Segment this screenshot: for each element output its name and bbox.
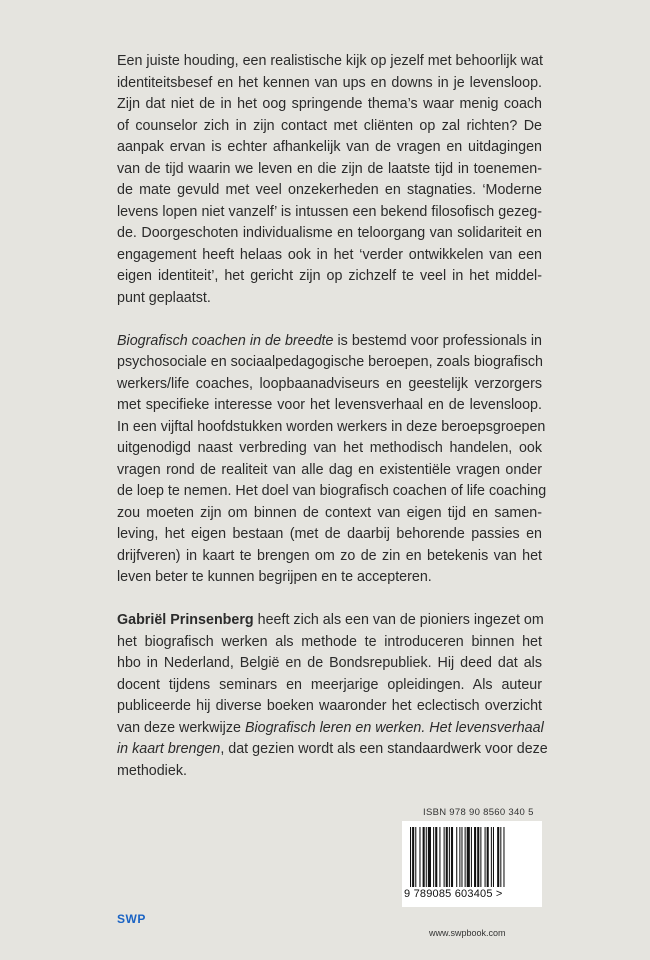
text-line bbox=[117, 739, 548, 761]
text-line: eigen identiteit’, het gericht zijn op zichzelf te veel in het middel- bbox=[117, 268, 542, 284]
barcode-bar bbox=[428, 827, 431, 887]
text-line: Zijn dat niet de in het oog springende thema’s waar menig coach bbox=[117, 96, 542, 112]
barcode-bar bbox=[459, 827, 460, 887]
paragraph-book-description bbox=[117, 331, 547, 589]
barcode-bar bbox=[446, 827, 448, 887]
text-line: van de tijd waarin we leven en die zijn de laatste tijd in toenemen- bbox=[117, 160, 542, 177]
referenced-book-title-cont: in kaart brengen bbox=[117, 741, 221, 757]
text-line: punt geplaatst. bbox=[117, 289, 211, 306]
text-line: psychosociale en sociaalpedagogische beroepen, zoals biografisch bbox=[117, 354, 544, 370]
text-line: methodiek. bbox=[117, 762, 187, 779]
text-line: het biografisch werken als methode te introduceren binnen het bbox=[117, 633, 542, 650]
author-name: Gabriël Prinsenberg bbox=[117, 612, 254, 628]
text-line: vragen rond de realiteit van alle dag en existentiële vragen onder bbox=[117, 461, 542, 478]
text-line: publiceerde hij diverse boeken waaronder het eclectisch overzicht bbox=[117, 698, 542, 714]
text-fragment: van deze werkwijze bbox=[117, 719, 245, 736]
barcode-bar bbox=[456, 827, 457, 887]
paragraph-author-bio bbox=[117, 610, 548, 782]
barcode-bar bbox=[491, 827, 492, 887]
book-title: Biografisch coachen in de breedte bbox=[117, 332, 334, 349]
text-fragment: heeft zich als een van de pioniers ingezet om bbox=[253, 612, 544, 628]
barcode-digits: 9 789085 603405 > bbox=[404, 888, 503, 900]
barcode-bar bbox=[477, 827, 479, 887]
barcode-bar bbox=[471, 827, 472, 887]
text-line: hbo in Nederland, België en de Bondsrepubliek. Hij deed dat als bbox=[117, 655, 542, 671]
barcode-bar bbox=[449, 827, 450, 887]
barcode-bar bbox=[485, 827, 486, 887]
isbn-label: ISBN 978 90 8560 340 5 bbox=[423, 807, 534, 818]
text-fragment: is bestemd voor professionals in bbox=[333, 332, 543, 349]
text-line: uitgenodigd naast verbreding van het methodisch handelen, ook bbox=[117, 440, 542, 456]
text-line: levens lopen niet vanzelf’ is intussen een bekend filosofisch gezeg- bbox=[117, 203, 542, 220]
referenced-book-title: Biografisch leren en werken. Het levensverhaal bbox=[244, 719, 544, 736]
text-line: identiteitsbesef en het kennen van ups en downs in je levensloop. bbox=[117, 74, 542, 91]
text-line: of counselor zich in zijn contact met cliënten op zal richten? De bbox=[117, 117, 542, 134]
barcode-bar bbox=[439, 827, 440, 887]
barcode-bar bbox=[423, 827, 425, 887]
back-cover-text bbox=[117, 51, 548, 804]
barcode-bar bbox=[435, 827, 437, 887]
barcode-bar bbox=[433, 827, 434, 887]
barcode-bar bbox=[497, 827, 499, 887]
text-line: werkers/life coaches, loopbaanadviseurs en geestelijk verzorgers bbox=[117, 375, 542, 392]
barcode-bar bbox=[419, 827, 420, 887]
text-line: docent tijdens seminars en meerjarige opleidingen. Als auteur bbox=[117, 676, 542, 693]
text-line bbox=[117, 610, 542, 632]
text-line: In een vijftal hoofdstukken worden werkers in deze beroepsgroepen bbox=[117, 418, 546, 435]
barcode-bar bbox=[480, 827, 481, 887]
barcode-bar bbox=[474, 827, 476, 887]
text-line: drijfveren) in kaart te brengen om zo de zin en betekenis van het bbox=[117, 547, 542, 564]
barcode bbox=[402, 821, 542, 907]
barcode-bar bbox=[487, 827, 489, 887]
barcode-bar bbox=[415, 827, 416, 887]
publisher-logo: SWP bbox=[117, 912, 146, 926]
text-line: aanpak ervan is echter afhankelijk van de vragen en uitdagingen bbox=[117, 139, 542, 155]
text-fragment: , dat gezien wordt als een standaardwerk voor deze bbox=[220, 741, 548, 757]
barcode-bar bbox=[503, 827, 504, 887]
barcode-bar bbox=[444, 827, 445, 887]
text-line bbox=[117, 718, 542, 740]
text-line: Een juiste houding, een realistische kijk op jezelf met behoorlijk wat bbox=[117, 53, 543, 69]
text-line: zou moeten zijn om binnen de context van eigen tijd en samen- bbox=[117, 504, 542, 521]
barcode-bar bbox=[461, 827, 462, 887]
paragraph-intro bbox=[117, 51, 542, 309]
text-line: de mate gevuld met veel onzekerheden en stagnaties. ‘Moderne bbox=[117, 182, 542, 198]
barcode-bar bbox=[465, 827, 466, 887]
barcode-bars bbox=[410, 827, 534, 887]
barcode-bar bbox=[500, 827, 501, 887]
publisher-website: www.swpbook.com bbox=[429, 928, 506, 938]
text-line: de. Doorgeschoten individualisme en teloorgang van solidariteit en bbox=[117, 225, 542, 241]
text-line: leving, het eigen bestaan (met de daarbij behorende passies en bbox=[117, 526, 542, 542]
barcode-bar bbox=[412, 827, 414, 887]
barcode-bar bbox=[410, 827, 411, 887]
text-line: met specifieke interesse voor het levensverhaal en de levensloop. bbox=[117, 397, 542, 413]
text-line bbox=[117, 331, 542, 353]
barcode-bar bbox=[426, 827, 427, 887]
text-line: engagement heeft helaas ook in het ‘verder ontwikkelen van een bbox=[117, 246, 542, 263]
barcode-bar bbox=[493, 827, 494, 887]
text-line: leven beter te kunnen begrijpen en te accepteren. bbox=[117, 569, 432, 585]
barcode-bar bbox=[467, 827, 470, 887]
barcode-bar bbox=[451, 827, 453, 887]
text-line: de loep te nemen. Het doel van biografisch coachen of life coaching bbox=[117, 483, 547, 499]
